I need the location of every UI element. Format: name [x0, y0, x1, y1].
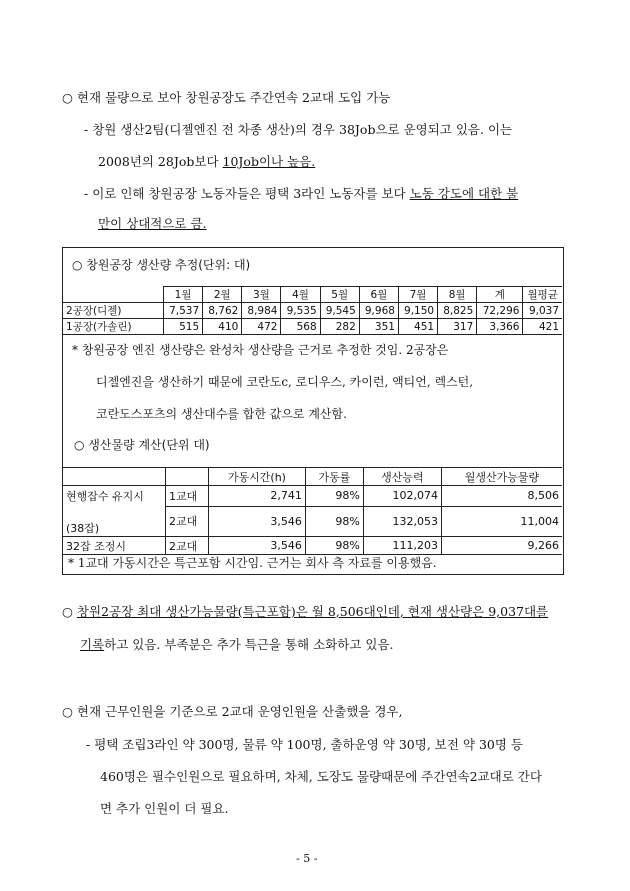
table-cell: 282	[320, 319, 359, 335]
table-cell: 9,968	[359, 303, 398, 319]
table-cell: 11,004	[442, 506, 563, 537]
table-corner	[63, 468, 166, 486]
table-row	[63, 537, 562, 555]
bullet-sub-line: 면 추가 인원이 더 필요.	[100, 801, 229, 816]
table-row	[63, 303, 562, 319]
table-header: 8월	[438, 287, 477, 303]
table-header: 3월	[242, 287, 281, 303]
table-header: 계	[477, 287, 523, 303]
table-cell: 9,535	[281, 303, 320, 319]
table-cell: 8,506	[442, 486, 563, 507]
bullet-sub-line	[98, 154, 315, 170]
table-cell: 9,037	[523, 303, 562, 319]
table-header: 4월	[281, 287, 320, 303]
page-number: - 5 -	[296, 852, 318, 865]
text-span: - 이로 인해 창원공장 노동자들은 평택 3라인 노동자를 보다	[84, 186, 410, 201]
table-cell: 515	[164, 319, 203, 335]
table-cell: 72,296	[477, 303, 523, 319]
production-table	[63, 286, 562, 335]
underlined-text: 노동 강도에 대한 불	[409, 186, 519, 201]
table-row	[63, 486, 562, 507]
table-cell: 132,053	[363, 506, 441, 537]
table-cell: 102,074	[363, 486, 441, 507]
table-cell: 111,203	[363, 537, 441, 555]
table-cell: 568	[281, 319, 320, 335]
shift-cell: 2교대	[166, 537, 209, 555]
table-cell: 2,741	[209, 486, 306, 507]
table-cell: 472	[242, 319, 281, 335]
table-cell: 410	[203, 319, 242, 335]
bullet-sub-line: 460명은 필수인원으로 필요하며, 차체, 도장도 물량때문에 주간연속2교대로 간다	[100, 769, 542, 784]
text-span: ○	[62, 604, 77, 619]
table-header: 1월	[164, 287, 203, 303]
shift-cell: 2교대	[166, 506, 209, 537]
capacity-table	[63, 467, 562, 555]
text-span: 2008년의 28Job보다	[98, 154, 223, 169]
table-corner	[63, 287, 164, 303]
shift-cell: 1교대	[166, 486, 209, 507]
table-cell: 8,984	[242, 303, 281, 319]
table-row	[63, 506, 562, 537]
bullet-staffing: ○ 현재 근무인원을 기준으로 2교대 운영인원을 산출했을 경우,	[62, 704, 403, 719]
table-cell: 421	[523, 319, 562, 335]
bullet-sub-line	[84, 186, 518, 202]
table-header-row	[63, 287, 562, 303]
text-span: 하고 있음. 부족분은 추가 특근을 통해 소화하고 있음.	[104, 637, 394, 652]
table-header: 생산능력	[363, 468, 441, 486]
table-cell: 3,366	[477, 319, 523, 335]
production-title: ○ 창원공장 생산량 추정(단위: 대)	[72, 258, 251, 272]
table-header-row	[63, 468, 562, 486]
table-cell: 7,537	[164, 303, 203, 319]
row-label: 현행잡수 유지시	[63, 486, 166, 507]
table-cell: 351	[359, 319, 398, 335]
table-cell: 451	[398, 319, 437, 335]
table-header: 월생산가능물량	[442, 468, 563, 486]
table-header: 가동률	[305, 468, 363, 486]
bullet-capacity-record-line2	[80, 637, 394, 653]
underlined-text: 10Job이나 높음.	[222, 154, 316, 169]
table-header: 가동시간(h)	[209, 468, 306, 486]
table-cell: 317	[438, 319, 477, 335]
table-cell: 9,545	[320, 303, 359, 319]
row-label: 2공장(디젤)	[63, 303, 164, 319]
bullet-capacity-record	[62, 604, 548, 620]
bullet-sub-line: - 창원 생산2팀(디젤엔진 전 차종 생산)의 경우 38Job으로 운영되고 있음. 이는	[84, 122, 513, 137]
table-cell: 9,266	[442, 537, 563, 555]
table-header: 월평균	[523, 287, 562, 303]
table-cell: 8,762	[203, 303, 242, 319]
table-cell: 3,546	[209, 506, 306, 537]
table-header: 7월	[398, 287, 437, 303]
table-cell: 98%	[305, 506, 363, 537]
underlined-text: 창원2공장 최대 생산가능물량(특근포함)은 월 8,506대인데, 현재 생산량은 9,037대를	[76, 604, 549, 619]
table-cell: 8,825	[438, 303, 477, 319]
table-header: 2월	[203, 287, 242, 303]
production-note: 디젤엔진을 생산하기 때문에 코란도c, 로디우스, 카이런, 액티언, 렉스턴,	[96, 375, 474, 389]
production-note: * 창원공장 엔진 생산량은 완성차 생산량을 근거로 추정한 것임. 2공장은	[72, 343, 449, 357]
table-cell: 98%	[305, 486, 363, 507]
table-cell: 98%	[305, 537, 363, 555]
underlined-text: 기록	[80, 637, 105, 652]
capacity-note: * 1교대 가동시간은 특근포함 시간임. 근거는 회사 측 자료를 이용했음.	[68, 556, 437, 570]
row-label: 1공장(가솔린)	[63, 319, 164, 335]
table-cell: 3,546	[209, 537, 306, 555]
table-row	[63, 319, 562, 335]
row-label: 32잡 조정시	[63, 537, 166, 555]
bullet-sub-line: - 평택 조립3라인 약 300명, 물류 약 100명, 출하운영 약 30명, 보전 약 30명 등	[86, 737, 523, 752]
table-header: 6월	[359, 287, 398, 303]
row-label: (38잡)	[63, 506, 166, 537]
table-corner	[166, 468, 209, 486]
capacity-title: ○ 생산물량 계산(단위 대)	[74, 438, 210, 452]
production-note: 코란도스포츠의 생산대수를 합한 값으로 계산함.	[96, 407, 347, 421]
table-header: 5월	[320, 287, 359, 303]
bullet-two-shift-possible: ○ 현재 물량으로 보아 창원공장도 주간연속 2교대 도입 가능	[62, 90, 391, 105]
bullet-sub-line: 만이 상대적으로 큼.	[98, 216, 207, 231]
table-cell: 9,150	[398, 303, 437, 319]
